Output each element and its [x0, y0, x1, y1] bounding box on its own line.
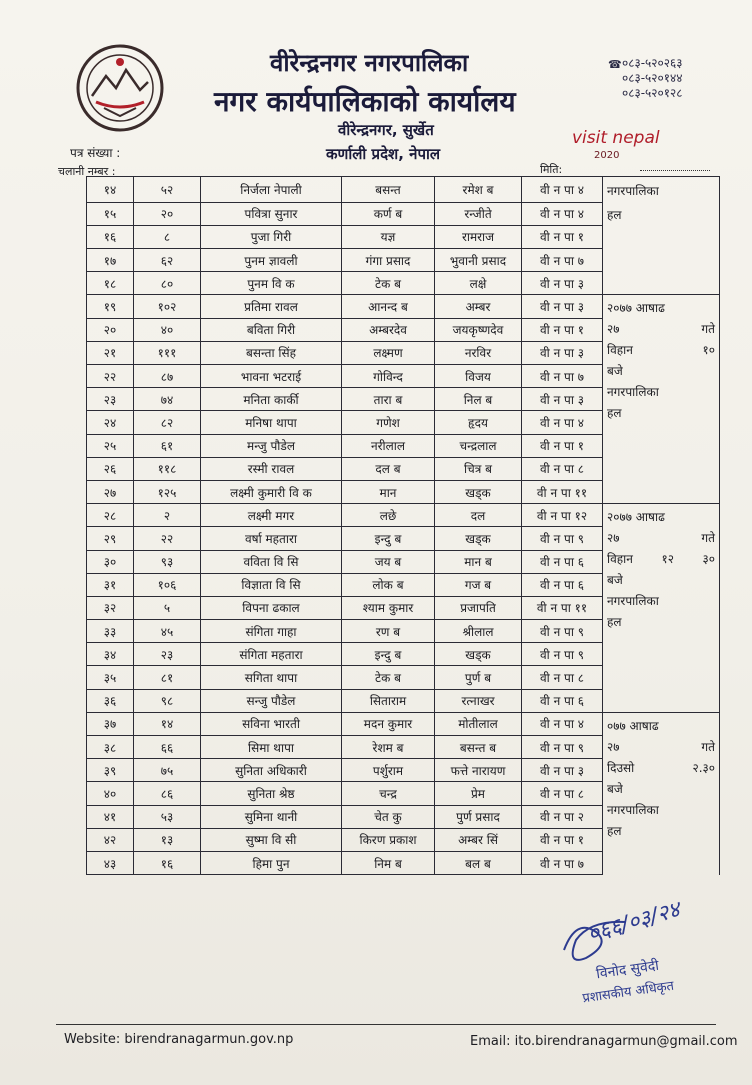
grandfather-name-cell: प्रेम — [435, 782, 522, 805]
serial-cell: ३४ — [87, 643, 134, 666]
serial-cell: ३१ — [87, 573, 134, 596]
father-name-cell: किरण प्रकाश — [342, 828, 435, 851]
name-cell: वविता वि सि — [201, 550, 342, 573]
name-cell: भावना भटराई — [201, 365, 342, 388]
grandfather-name-cell: रमेश ब — [435, 177, 522, 203]
name-cell: सविना भारती — [201, 712, 342, 735]
name-cell: निर्जला नेपाली — [201, 177, 342, 203]
footer-website: Website: birendranagarmun.gov.np — [64, 1032, 294, 1047]
serial-cell: १५ — [87, 202, 134, 225]
visit-nepal-logo: visit nepal — [572, 128, 660, 148]
serial-cell: २७ — [87, 480, 134, 503]
roll-number-cell: ६६ — [134, 736, 201, 759]
phone-number: ०८३-५२०१२८ — [622, 86, 683, 100]
father-name-cell: इन्दु ब — [342, 527, 435, 550]
name-cell: सिमा थापा — [201, 736, 342, 759]
address-cell: वी न पा १२ — [522, 504, 603, 527]
table-row — [87, 712, 720, 735]
father-name-cell: मान — [342, 480, 435, 503]
grandfather-name-cell: पुर्ण प्रसाद — [435, 805, 522, 828]
serial-cell: ३६ — [87, 689, 134, 712]
grandfather-name-cell: अम्बर — [435, 295, 522, 318]
father-name-cell: निम ब — [342, 851, 435, 874]
office-province: कर्णाली प्रदेश, नेपाल — [326, 145, 441, 163]
roll-number-cell: ४५ — [134, 620, 201, 643]
address-cell: वी न पा ९ — [522, 527, 603, 550]
schedule-note-line: नगरपालिका — [607, 594, 659, 609]
candidate-table — [86, 176, 720, 875]
roll-number-cell: १६ — [134, 851, 201, 874]
grandfather-name-cell: बल ब — [435, 851, 522, 874]
address-cell: वी न पा ९ — [522, 620, 603, 643]
schedule-note-cell — [603, 504, 720, 713]
grandfather-name-cell: अम्बर सिं — [435, 828, 522, 851]
grandfather-name-cell: मोतीलाल — [435, 712, 522, 735]
address-cell: वी न पा ७ — [522, 249, 603, 272]
letter-number-label: पत्र संख्या : — [70, 146, 121, 160]
roll-number-cell: ५२ — [134, 177, 201, 203]
father-name-cell: चन्द्र — [342, 782, 435, 805]
serial-cell: २४ — [87, 411, 134, 434]
table-row — [87, 504, 720, 527]
municipality-name: वीरेन्द्रनगर नगरपालिका — [270, 49, 469, 77]
serial-cell: १७ — [87, 249, 134, 272]
roll-number-cell: ६१ — [134, 434, 201, 457]
serial-cell: १९ — [87, 295, 134, 318]
address-cell: वी न पा ३ — [522, 759, 603, 782]
grandfather-name-cell: विजय — [435, 365, 522, 388]
name-cell: प्रतिमा रावल — [201, 295, 342, 318]
father-name-cell: पर्शुराम — [342, 759, 435, 782]
roll-number-cell: २३ — [134, 643, 201, 666]
name-cell: विज्ञाता वि सि — [201, 573, 342, 596]
schedule-note-line: २७ गते — [607, 739, 715, 754]
roll-number-cell: ८२ — [134, 411, 201, 434]
grandfather-name-cell: नरविर — [435, 341, 522, 364]
roll-number-cell: २० — [134, 202, 201, 225]
schedule-note-line: नगरपालिका — [607, 802, 659, 817]
name-cell: सगिता थापा — [201, 666, 342, 689]
grandfather-name-cell: रन्जीते — [435, 202, 522, 225]
address-cell: वी न पा ३ — [522, 388, 603, 411]
footer-email: Email: ito.birendranagarmun@gmail.com — [470, 1034, 738, 1049]
serial-cell: ३३ — [87, 620, 134, 643]
roll-number-cell: ५ — [134, 596, 201, 619]
phone-number: ०८३-५२०२६३ — [622, 56, 683, 70]
visit-nepal-year: 2020 — [594, 150, 620, 161]
roll-number-cell: ६२ — [134, 249, 201, 272]
roll-number-cell: ८० — [134, 272, 201, 295]
name-cell: सन्जु पौडेल — [201, 689, 342, 712]
father-name-cell: गणेश — [342, 411, 435, 434]
serial-cell: ४१ — [87, 805, 134, 828]
grandfather-name-cell: जयकृष्णदेव — [435, 318, 522, 341]
schedule-note-line: २०७७ आषाढ — [607, 510, 665, 525]
father-name-cell: चेत कु — [342, 805, 435, 828]
roll-number-cell: ८१ — [134, 666, 201, 689]
serial-cell: ३५ — [87, 666, 134, 689]
roll-number-cell: १४ — [134, 712, 201, 735]
serial-cell: २६ — [87, 457, 134, 480]
date-dots — [640, 170, 710, 171]
grandfather-name-cell: भुवानी प्रसाद — [435, 249, 522, 272]
address-cell: वी न पा ९ — [522, 643, 603, 666]
grandfather-name-cell: श्रीलाल — [435, 620, 522, 643]
name-cell: संगिता गाहा — [201, 620, 342, 643]
serial-cell: १८ — [87, 272, 134, 295]
roll-number-cell: ८७ — [134, 365, 201, 388]
municipality-logo — [74, 42, 166, 134]
father-name-cell: रण ब — [342, 620, 435, 643]
name-cell: मनिषा थापा — [201, 411, 342, 434]
address-cell: वी न पा ७ — [522, 851, 603, 874]
father-name-cell: मदन कुमार — [342, 712, 435, 735]
schedule-note-line: २७ गते — [607, 531, 715, 546]
name-cell: सुमिना थानी — [201, 805, 342, 828]
address-cell: वी न पा ४ — [522, 712, 603, 735]
schedule-note-line: विहान १२ ३० — [607, 552, 715, 567]
grandfather-name-cell: रत्नाखर — [435, 689, 522, 712]
father-name-cell: गोविन्द — [342, 365, 435, 388]
father-name-cell: लोक ब — [342, 573, 435, 596]
grandfather-name-cell: निल ब — [435, 388, 522, 411]
address-cell: वी न पा ११ — [522, 480, 603, 503]
schedule-note-line: २०७७ आषाढ — [607, 301, 665, 316]
name-cell: पवित्रा सुनार — [201, 202, 342, 225]
table-row — [87, 202, 720, 225]
address-cell: वी न पा ११ — [522, 596, 603, 619]
schedule-note-line: ०७७ आषाढ — [607, 718, 659, 733]
father-name-cell: रेशम ब — [342, 736, 435, 759]
serial-cell: ४० — [87, 782, 134, 805]
stamp-date: ०६६/०३/२४ — [584, 897, 683, 948]
roll-number-cell: २ — [134, 504, 201, 527]
name-cell: वर्षा महतारा — [201, 527, 342, 550]
address-cell: वी न पा ३ — [522, 341, 603, 364]
grandfather-name-cell: चित्र ब — [435, 457, 522, 480]
roll-number-cell: ४० — [134, 318, 201, 341]
address-cell: वी न पा १ — [522, 318, 603, 341]
schedule-note-line: बजे — [607, 364, 623, 379]
father-name-cell: आनन्द ब — [342, 295, 435, 318]
father-name-cell: दल ब — [342, 457, 435, 480]
serial-cell: ३० — [87, 550, 134, 573]
grandfather-name-cell: रामराज — [435, 225, 522, 248]
father-name-cell: सिताराम — [342, 689, 435, 712]
father-name-cell: गंगा प्रसाद — [342, 249, 435, 272]
serial-cell: २३ — [87, 388, 134, 411]
address-cell: वी न पा ६ — [522, 573, 603, 596]
father-name-cell: श्याम कुमार — [342, 596, 435, 619]
grandfather-name-cell: लक्षे — [435, 272, 522, 295]
father-name-cell: कर्ण ब — [342, 202, 435, 225]
stamp-officer-name: विनोद सुवेदी — [595, 957, 660, 983]
address-cell: वी न पा ४ — [522, 411, 603, 434]
name-cell: रस्मी रावल — [201, 457, 342, 480]
serial-cell: ३२ — [87, 596, 134, 619]
footer-divider — [56, 1024, 716, 1025]
grandfather-name-cell: दल — [435, 504, 522, 527]
address-cell: वी न पा १ — [522, 434, 603, 457]
schedule-note-cell — [603, 712, 720, 874]
roll-number-cell: ८ — [134, 225, 201, 248]
father-name-cell: नरीलाल — [342, 434, 435, 457]
grandfather-name-cell: प्रजापति — [435, 596, 522, 619]
roll-number-cell: ५३ — [134, 805, 201, 828]
office-location: वीरेन्द्रनगर, सुर्खेत — [338, 121, 434, 139]
phone-list — [608, 56, 683, 101]
schedule-note-line: विहान १० — [607, 343, 715, 358]
roll-number-cell: ८६ — [134, 782, 201, 805]
date-label: मिति: — [540, 163, 563, 176]
father-name-cell: टेक ब — [342, 666, 435, 689]
roll-number-cell: १२५ — [134, 480, 201, 503]
schedule-note-line: हल — [607, 615, 622, 630]
name-cell: पुजा गिरी — [201, 225, 342, 248]
name-cell: मनिता कार्की — [201, 388, 342, 411]
serial-cell: २५ — [87, 434, 134, 457]
grandfather-name-cell: खड्क — [435, 527, 522, 550]
schedule-note-cell: हल — [603, 202, 720, 295]
serial-cell: २२ — [87, 365, 134, 388]
table-row — [87, 295, 720, 318]
name-cell: लक्ष्मी मगर — [201, 504, 342, 527]
address-cell: वी न पा ८ — [522, 666, 603, 689]
serial-cell: ४२ — [87, 828, 134, 851]
address-cell: वी न पा ३ — [522, 295, 603, 318]
father-name-cell: तारा ब — [342, 388, 435, 411]
roll-number-cell: ११८ — [134, 457, 201, 480]
roll-number-cell: १११ — [134, 341, 201, 364]
serial-cell: २९ — [87, 527, 134, 550]
grandfather-name-cell: फत्ते नारायण — [435, 759, 522, 782]
serial-cell: ३७ — [87, 712, 134, 735]
roll-number-cell: ९३ — [134, 550, 201, 573]
roll-number-cell: २२ — [134, 527, 201, 550]
grandfather-name-cell: पुर्ण ब — [435, 666, 522, 689]
serial-cell: २० — [87, 318, 134, 341]
schedule-note-cell: नगरपालिका — [603, 177, 720, 203]
address-cell: वी न पा ४ — [522, 202, 603, 225]
name-cell: विपना ढकाल — [201, 596, 342, 619]
name-cell: संगिता महतारा — [201, 643, 342, 666]
grandfather-name-cell: खड्क — [435, 480, 522, 503]
serial-cell: १४ — [87, 177, 134, 203]
address-cell: वी न पा ८ — [522, 457, 603, 480]
name-cell: सुनिता श्रेष्ठ — [201, 782, 342, 805]
address-cell: वी न पा ६ — [522, 689, 603, 712]
schedule-note-line: हल — [607, 406, 622, 421]
serial-cell: २१ — [87, 341, 134, 364]
office-name: नगर कार्यपालिकाको कार्यालय — [214, 85, 516, 118]
grandfather-name-cell: बसन्त ब — [435, 736, 522, 759]
address-cell: वी न पा ९ — [522, 736, 603, 759]
serial-cell: ३९ — [87, 759, 134, 782]
address-cell: वी न पा ४ — [522, 177, 603, 203]
father-name-cell: यज्ञ — [342, 225, 435, 248]
name-cell: मन्जु पौडेल — [201, 434, 342, 457]
roll-number-cell: १०६ — [134, 573, 201, 596]
grandfather-name-cell: हृदय — [435, 411, 522, 434]
serial-cell: ४३ — [87, 851, 134, 874]
name-cell: सुष्मा वि सी — [201, 828, 342, 851]
name-cell: लक्ष्मी कुमारी वि क — [201, 480, 342, 503]
roll-number-cell: १०२ — [134, 295, 201, 318]
address-cell: वी न पा १ — [522, 828, 603, 851]
grandfather-name-cell: खड्क — [435, 643, 522, 666]
address-cell: वी न पा १ — [522, 225, 603, 248]
schedule-note-line: बजे — [607, 781, 623, 796]
address-cell: वी न पा ८ — [522, 782, 603, 805]
signature-stamp — [556, 897, 726, 1012]
address-cell: वी न पा ७ — [522, 365, 603, 388]
address-cell: वी न पा ३ — [522, 272, 603, 295]
name-cell: हिमा पुन — [201, 851, 342, 874]
grandfather-name-cell: गज ब — [435, 573, 522, 596]
schedule-note-line: हल — [607, 823, 622, 838]
roll-number-cell: ७४ — [134, 388, 201, 411]
stamp-officer-role: प्रशासकीय अधिकृत — [581, 978, 675, 1007]
schedule-note-line: २७ गते — [607, 322, 715, 337]
roll-number-cell: १३ — [134, 828, 201, 851]
father-name-cell: टेक ब — [342, 272, 435, 295]
phone-number: ०८३-५२०१४४ — [622, 71, 683, 85]
name-cell: सुनिता अधिकारी — [201, 759, 342, 782]
schedule-note-cell — [603, 295, 720, 504]
father-name-cell: अम्बरदेव — [342, 318, 435, 341]
grandfather-name-cell: चन्द्रलाल — [435, 434, 522, 457]
schedule-note-line: दिउसो २.३० — [607, 760, 715, 775]
roll-number-cell: ९८ — [134, 689, 201, 712]
serial-cell: १६ — [87, 225, 134, 248]
serial-cell: २८ — [87, 504, 134, 527]
father-name-cell: लक्ष्मण — [342, 341, 435, 364]
address-cell: वी न पा ६ — [522, 550, 603, 573]
name-cell: बविता गिरी — [201, 318, 342, 341]
name-cell: पुनम वि क — [201, 272, 342, 295]
schedule-note-line: नगरपालिका — [607, 385, 659, 400]
father-name-cell: बसन्त — [342, 177, 435, 203]
serial-cell: ३८ — [87, 736, 134, 759]
father-name-cell: इन्दु ब — [342, 643, 435, 666]
dispatch-number-label: चलानी नम्बर : — [58, 165, 116, 178]
roll-number-cell: ७५ — [134, 759, 201, 782]
address-cell: वी न पा २ — [522, 805, 603, 828]
phone-icon: ☎ — [608, 58, 622, 71]
schedule-note-line: बजे — [607, 573, 623, 588]
table-row — [87, 177, 720, 203]
grandfather-name-cell: मान ब — [435, 550, 522, 573]
name-cell: बसन्ता सिंह — [201, 341, 342, 364]
father-name-cell: जय ब — [342, 550, 435, 573]
father-name-cell: लछे — [342, 504, 435, 527]
name-cell: पुनम ज्ञावली — [201, 249, 342, 272]
